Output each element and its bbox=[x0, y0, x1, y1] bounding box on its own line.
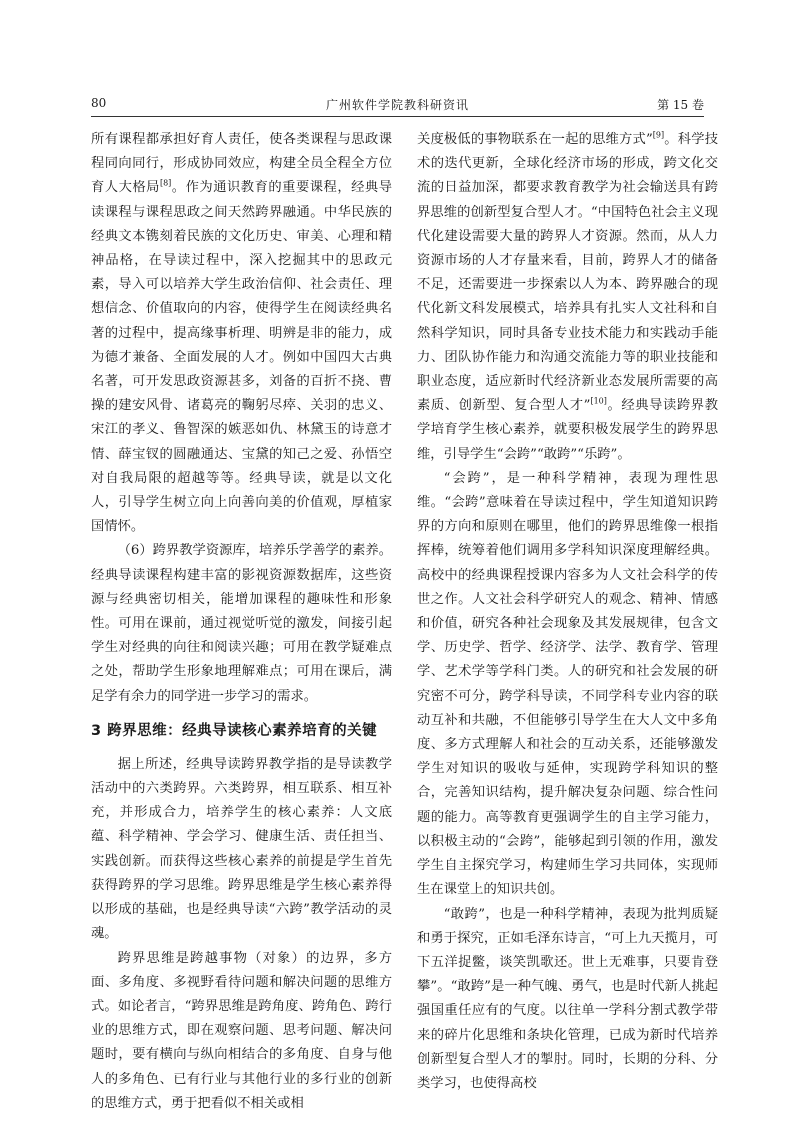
paragraph: （6）跨界教学资源库，培养乐学善学的素养。经典导读课程构建丰富的影视资源数据库，这些资源与经典密切相关，能增加课程的趣味性和形象性。可用在课前，通过视觉听觉的激发，间接引起学生对经典的向往和阅读兴趣；可用在教学疑难点之处，帮助学生形象地理解难点；可用在课后，满足学有余力的同学进一步学习的需求。 bbox=[91, 543, 392, 704]
paragraph-text: 。作为通识教育的重要课程，经典导读课程与课程思政之间天然跨界融通。中华民族的经典文本镌刻着民族的文化历史、审美、心理和精神品格，在导读过程中，深入挖掘其中的思政元素，导入可以培养大学生政治信仰、社会责任、理想信念、价值取向的内容，使得学生在阅读经典名著的过程中，提高缘事析理、明辨是非的能力，成为德才兼备、全面发展的人才。例如中国四大古典名著，可开发思政资源甚多，刘备的百折不挠、曹操的建安风骨、诸葛亮的鞠躬尽瘁、关羽的忠义、宋江的孝义、鲁智深的嫉恶如仇、林黛玉的诗意才情、薛宝钗的圆融通达、宝黛的知己之爱、孙悟空对自我局限的超越等等。经典导读，就是以文化人，引导学生树立向上向善向美的价值观，厚植家国情怀。 bbox=[91, 180, 393, 535]
paragraph: 据上所述，经典导读跨界教学指的是导读教学活动中的六类跨界。六类跨界，相互联系、相互补充，并形成合力，培养学生的核心素养：人文底蕴、科学精神、学会学习、健康生活、责任担当、实践创新。而获得这些核心素养的前提是学生首先获得跨界的学习思维。跨界思维是学生核心素养得以形成的基础，也是经典导读“六跨”教学活动的灵魂。 bbox=[91, 756, 392, 942]
paragraph: “会跨”，是一种科学精神，表现为理性思维。“会跨”意味着在导读过程中，学生知道知识跨界的方向和原则在哪里，他们的跨界思维像一根指挥棒，统筹着他们调用多学科知识深度理解经典。高校中的经典课程授课内容多为人文社会科学的传世之作。人文社会科学研究人的观念、精神、情感和价值，研究各种社会现象及其发展规律，包含文学、历史学、哲学、经济学、法学、教育学、管理学、艺术学等学科门类。人的研究和社会发展的研究密不可分，跨学科导读，不同学科专业内容的联动互补和共融，不但能够引导学生在大人文中多角度、多方式理解人和社会的互动关系，还能够激发学生对知识的吸收与延伸，实现跨学科知识的整合，完善知识结构，提升解决复杂问题、综合性问题的能力。高等教育更强调学生的自主学习能力，以积极主动的“会跨”，能够起到引领的作用，激发学生自主探究学习，构建师生学习共同体，实现师生在课堂上的知识共创。 bbox=[417, 470, 718, 898]
paragraph-text: 关度极低的事物联系在一起的思维方式” bbox=[417, 132, 653, 147]
page-number: 80 bbox=[91, 96, 107, 110]
header-rule bbox=[91, 116, 704, 117]
citation-ref: [10] bbox=[590, 396, 607, 406]
paragraph-text: 。科学技术的迭代更新，全球化经济市场的形成，跨文化交流的日益加深，都要求教育教学为社会输送具有跨界思维的创新型复合型人才。“中国特色社会主义现代化建设需要大量的跨界人才资源。然而，从人力资源市场的人才存量来看，目前，跨界人才的储备不足，还需要进一步探索以人为本、跨界融合的现代化新文科发展模式，培养具有扎实人文社科和自然科学知识，同时具备专业技术能力和实践动手能力、团队协作能力和沟通交流能力等的职业技能和职业态度，适应新时代经济新业态发展所需要的高素质、创新型、复合型人才” bbox=[417, 132, 718, 414]
paragraph bbox=[417, 128, 718, 467]
paragraph-text: 。经典导读跨界教学培育学生核心素养，就要积极发展学生的跨界思维，引导学生“会跨”“敢跨”“乐跨”。 bbox=[417, 398, 718, 462]
right-column bbox=[417, 128, 718, 1096]
volume-label: 第 15 卷 bbox=[657, 98, 704, 112]
paragraph: 跨界思维是跨越事物（对象）的边界，多方面、多角度、多视野看待问题和解决问题的思维方式。如论者言，“跨界思维是跨角度、跨角色、跨行业的思维方式，即在观察问题、思考问题、解决问题时，要有横向与纵向相结合的多角度、自身与他人的多角色、已有行业与其他行业的多行业的创新的思维方式，勇于把看似不相关或相 bbox=[91, 950, 392, 1111]
paragraph bbox=[91, 128, 392, 539]
citation-ref: [8] bbox=[159, 178, 172, 188]
paragraph: “敢跨”，也是一种科学精神，表现为批判质疑和勇于探究，正如毛泽东诗言，“可上九天揽月，可下五洋捉鳖，谈笑凯歌还。世上无难事，只要肯登攀”。“敢跨”是一种气魄、勇气，也是时代新人挑起强国重任应有的气度。以往单一学科分割式教学带来的碎片化思维和条块化管理，已成为新时代培养创新型复合型人才的掣肘。同时，长期的分科、分类学习，也使得高校 bbox=[417, 906, 718, 1091]
section-heading: 3 跨界思维：经典导读核心素养培育的关键 bbox=[91, 722, 378, 739]
citation-ref: [9] bbox=[652, 130, 665, 140]
left-column bbox=[91, 128, 392, 1116]
paragraph-text: 所有课程都承担好育人责任，使各类课程与思政课程同向同行，形成协同效应，构建全员全程全方位育人大格局 bbox=[91, 132, 392, 196]
running-header bbox=[91, 96, 704, 116]
journal-title: 广州软件学院教科研资讯 bbox=[325, 98, 469, 112]
